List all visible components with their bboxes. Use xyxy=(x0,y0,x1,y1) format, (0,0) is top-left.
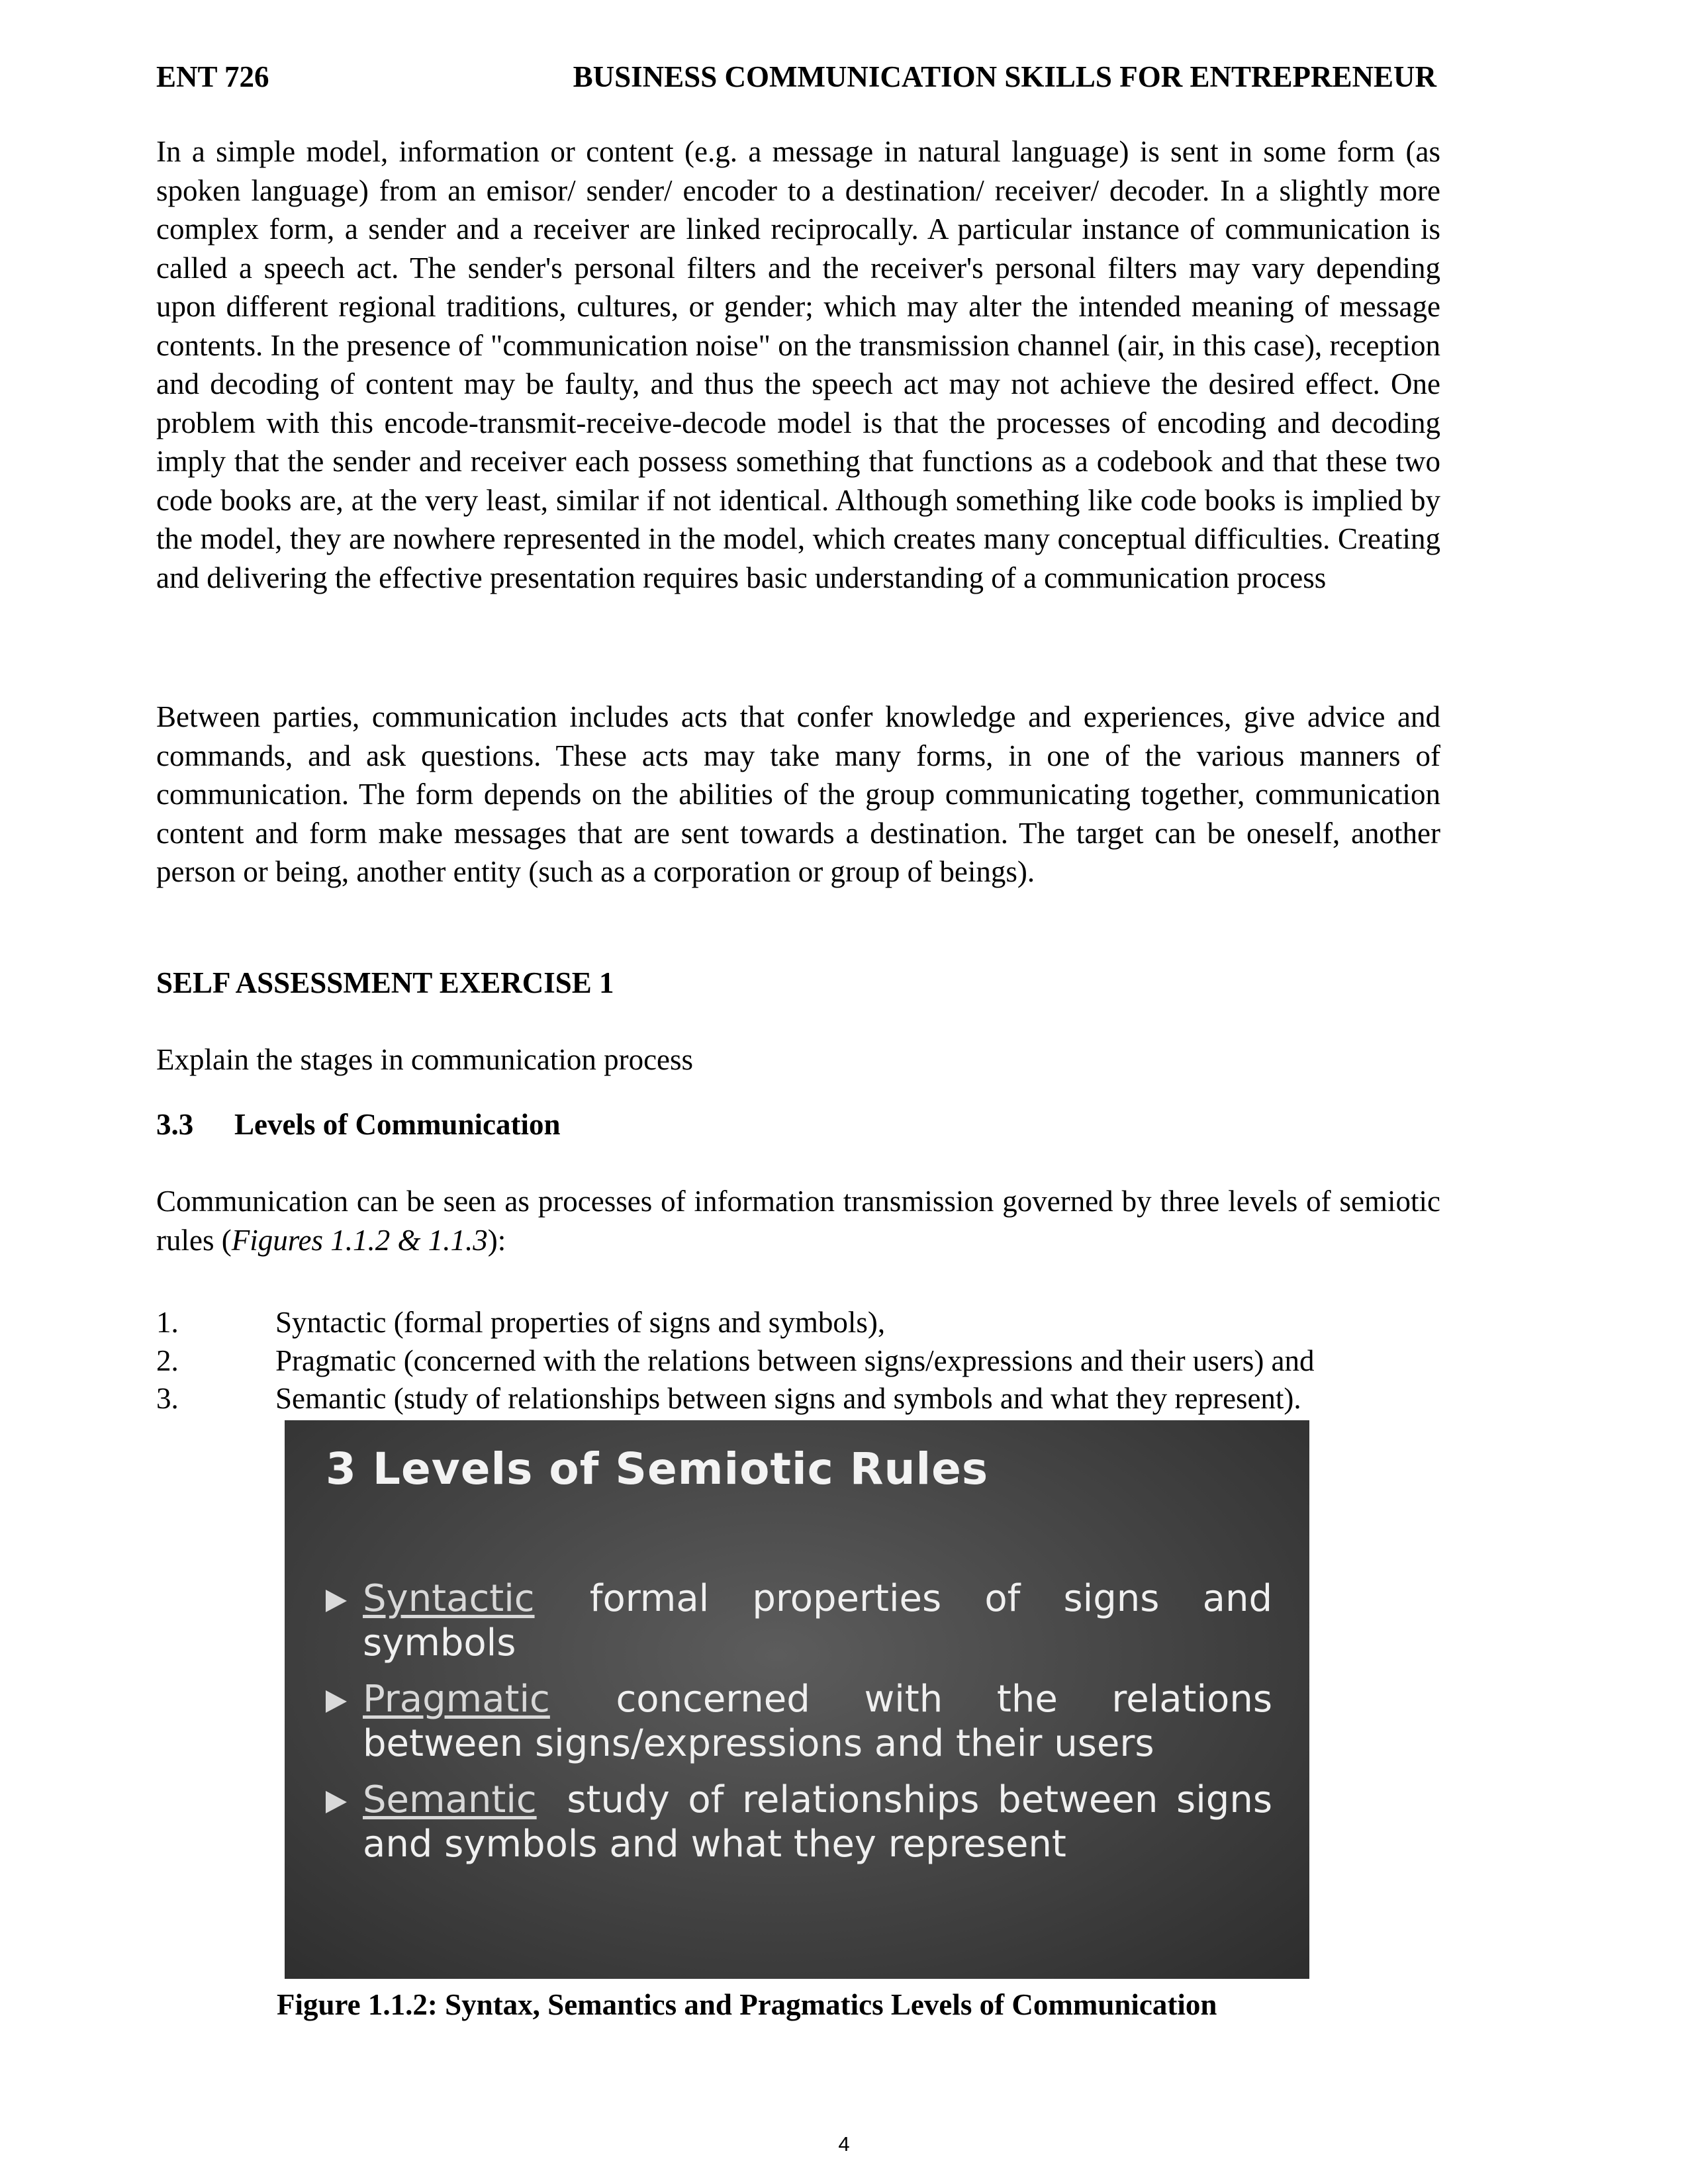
running-header xyxy=(156,58,1443,95)
figure-description: formal properties of signs and symbols xyxy=(363,1577,1272,1664)
list-item xyxy=(156,1380,1454,1418)
figure-caption: Figure 1.1.2: Syntax, Semantics and Pragmatics Levels of Communication xyxy=(277,1988,1217,2021)
levels-list xyxy=(156,1304,1454,1418)
triangle-bullet-icon xyxy=(326,1791,347,1813)
figure-term: Pragmatic xyxy=(363,1678,550,1721)
figure-description: study of relationships between signs and symbols and what they represent xyxy=(363,1778,1272,1866)
list-item-text: Pragmatic (concerned with the relations between signs/expressions and their users) and xyxy=(275,1343,1315,1377)
figure-description: concerned with the relations between signs/expressions and their users xyxy=(363,1678,1272,1765)
course-code: ENT 726 xyxy=(156,60,269,93)
paragraph-between-parties: Between parties, communication includes acts that confer knowledge and experiences, give advice and commands, and ask questions. These acts may take many forms, in one of the various manners of communication. The form depends on the abilities of the group communicating together, communication content and form make messages that are sent towards a destination. The target can be oneself, another person or being, another entity (such as a corporation or group of beings). xyxy=(156,700,1440,888)
figure-bullet-semantic xyxy=(326,1778,1272,1866)
section-heading xyxy=(156,1105,560,1144)
paragraph-communication-model: In a simple model, information or content (e.g. a message in natural language) is sent in some form (as spoken language) from an emisor/ sender/ encoder to a destination/ receiver/ decoder. In a slightly more complex form, a sender and a receiver are linked reciprocally. A particular instance of communication is called a speech act. The sender's personal filters and the receiver's personal filters may vary depending upon different regional traditions, cultures, or gender; which may alter the intended meaning of message contents. In the presence of "communication noise" on the transmission channel (air, in this case), reception and decoding of content may be faulty, and thus the speech act may not achieve the desired effect. One problem with this encode-transmit-receive-decode model is that the processes of encoding and decoding imply that the sender and receiver each possess something that functions as a codebook and that these two code books are, at the very least, similar if not identical. Although something like code books is implied by the model, they are nowhere represented in the model, which creates many conceptual difficulties. Creating and delivering the effective presentation requires basic understanding of a communication process xyxy=(156,135,1440,594)
semiotic-rules-figure xyxy=(285,1420,1309,1979)
section-title: Levels of Communication xyxy=(234,1108,561,1141)
list-item-number: 2. xyxy=(156,1343,179,1377)
triangle-bullet-icon xyxy=(326,1690,347,1713)
figure-bullet-syntactic xyxy=(326,1576,1272,1665)
list-item-number: 1. xyxy=(156,1306,179,1339)
list-item-text: Syntactic (formal properties of signs and symbols), xyxy=(275,1306,886,1339)
figure-title: 3 Levels of Semiotic Rules xyxy=(326,1443,989,1494)
list-item-text: Semantic (study of relationships between signs and symbols and what they represent). xyxy=(275,1382,1301,1415)
section-intro-end: ): xyxy=(487,1223,506,1257)
list-item xyxy=(156,1304,1454,1342)
triangle-bullet-icon xyxy=(326,1590,347,1612)
figure-term: Semantic xyxy=(363,1778,537,1821)
figure-reference: Figures 1.1.2 & 1.1.3 xyxy=(231,1223,488,1257)
exercise-question: Explain the stages in communication process xyxy=(156,1043,694,1076)
section-number: 3.3 xyxy=(156,1108,194,1141)
figure-bullet-pragmatic xyxy=(326,1677,1272,1766)
list-item-number: 3. xyxy=(156,1382,179,1415)
page-number: 4 xyxy=(838,2132,850,2156)
course-title: BUSINESS COMMUNICATION SKILLS FOR ENTREPRENEUR xyxy=(573,60,1436,93)
figure-term: Syntactic xyxy=(363,1577,535,1620)
figure-bullet-list xyxy=(326,1576,1272,1878)
list-item xyxy=(156,1342,1454,1381)
section-intro xyxy=(156,1182,1440,1259)
exercise-heading: SELF ASSESSMENT EXERCISE 1 xyxy=(156,966,614,999)
section-intro-text: Communication can be seen as processes of information transmission governed by three levels of semiotic rules ( xyxy=(156,1185,1440,1257)
